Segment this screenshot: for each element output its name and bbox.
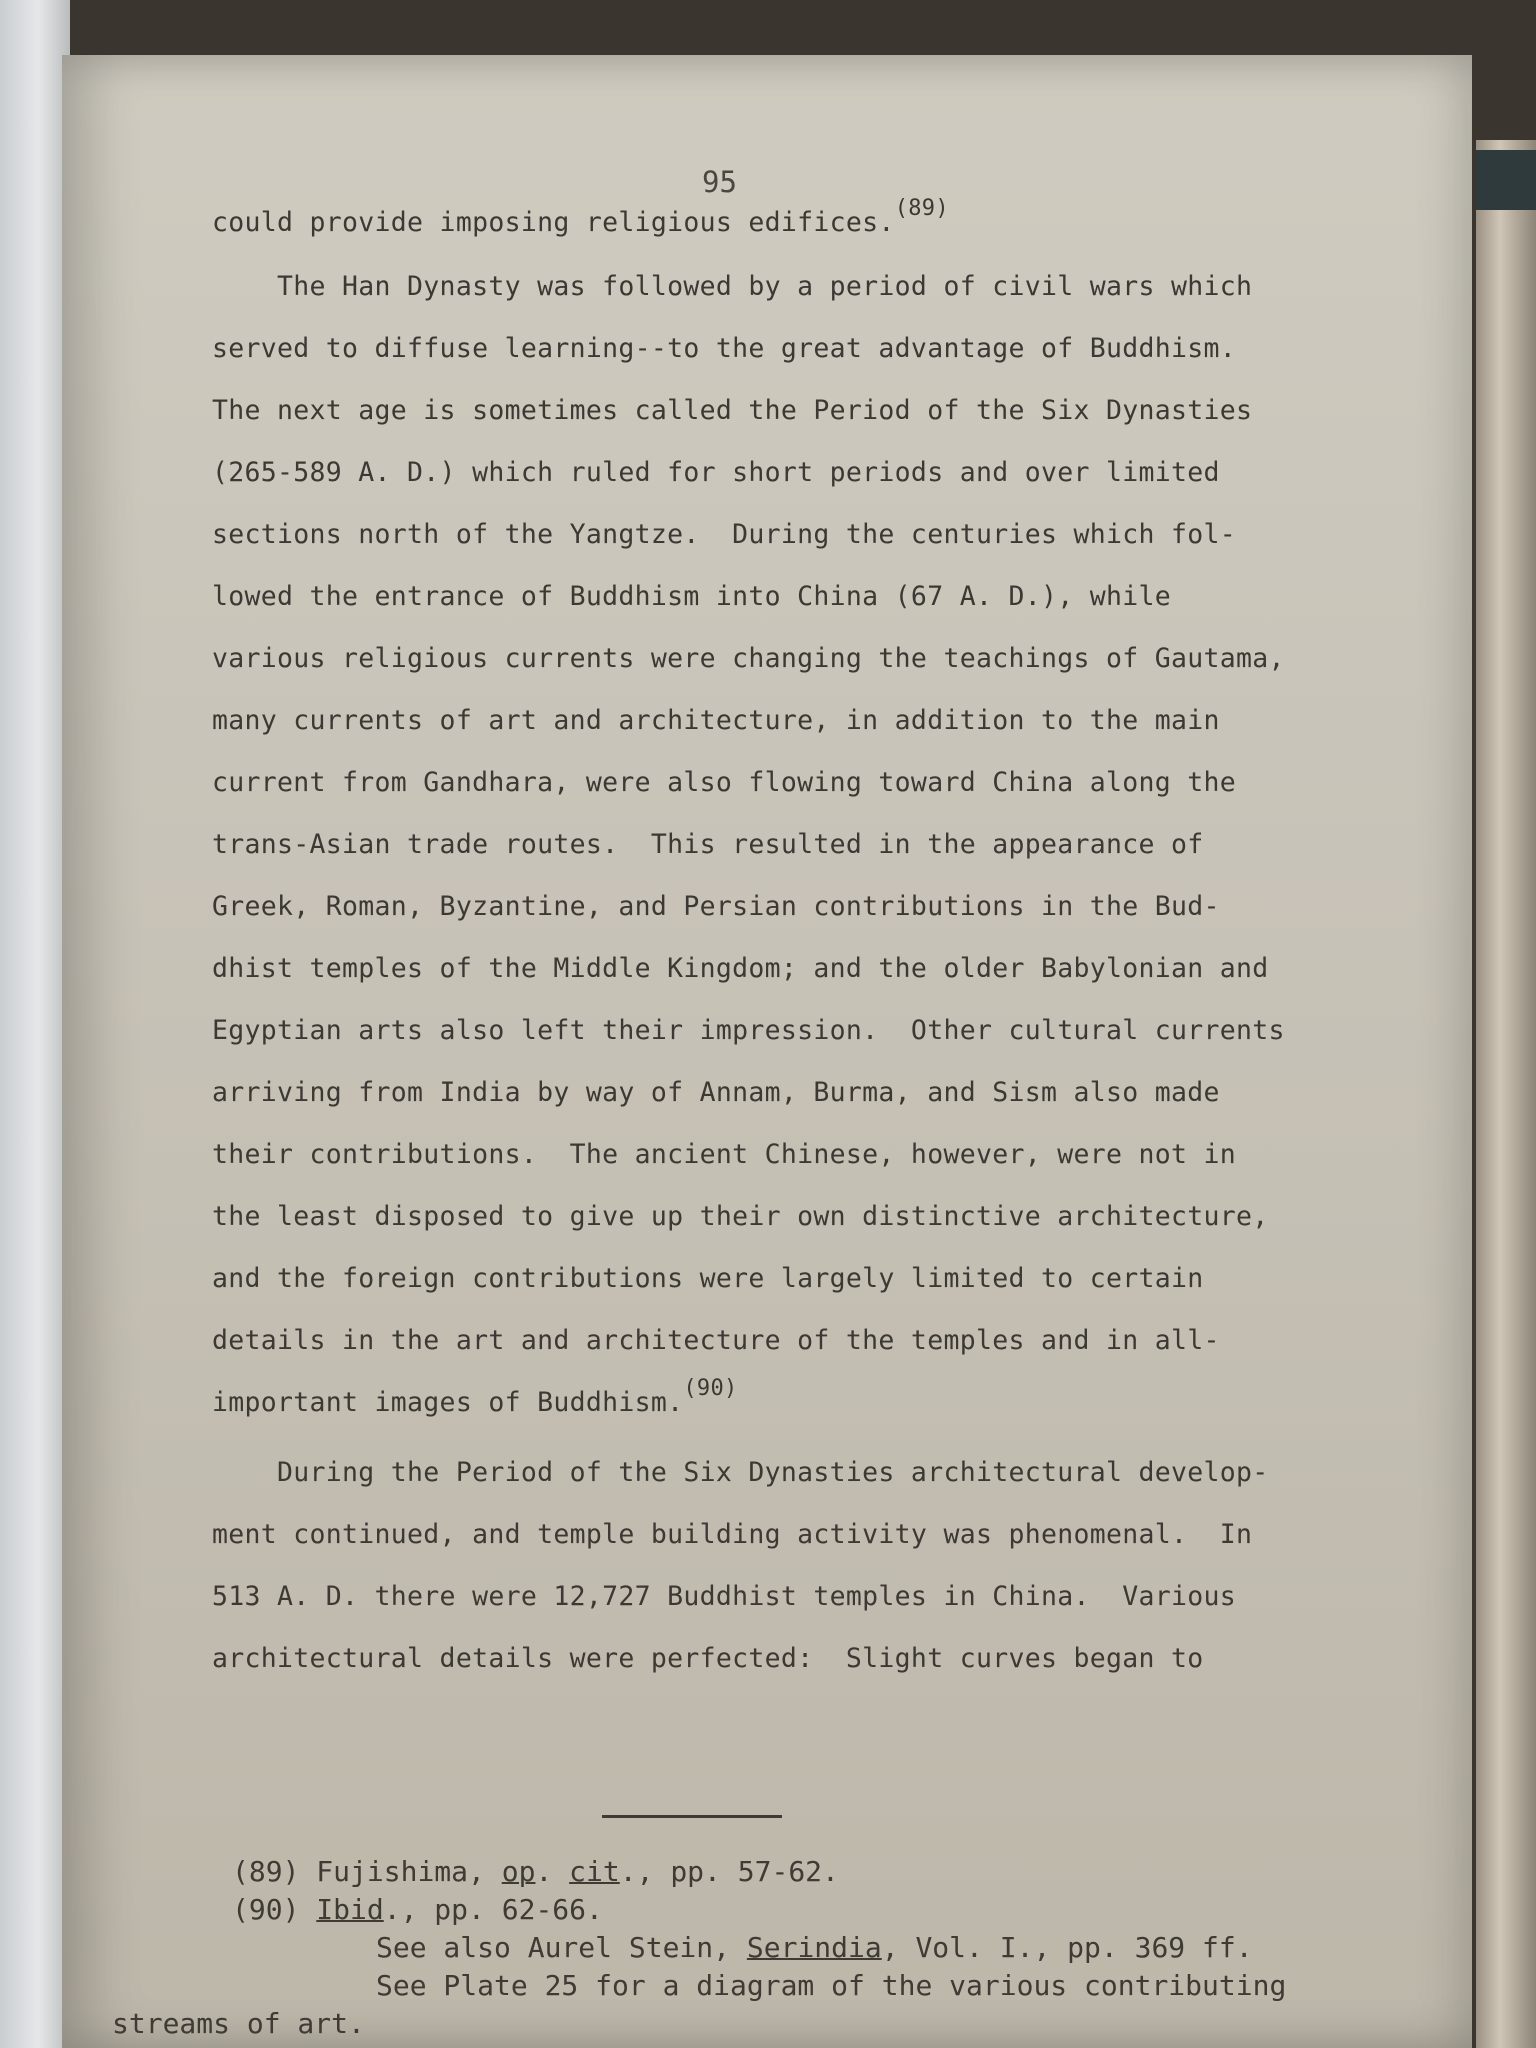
- footnote-89-op: op: [501, 1855, 536, 1888]
- text-line: dhist temples of the Middle Kingdom; and the older Babylonian and: [212, 953, 1269, 984]
- footnote-90-ibid: Ibid: [316, 1893, 384, 1926]
- text-line: their contributions. The ancient Chinese, however, were not in: [212, 1139, 1237, 1170]
- footnote-90: [232, 1893, 603, 1926]
- footnote-89-pages: ., pp. 57-62.: [619, 1855, 839, 1888]
- text-line: the least disposed to give up their own distinctive architecture,: [212, 1201, 1269, 1232]
- paragraph-2-last-text: important images of Buddhism.: [212, 1387, 684, 1418]
- footnote-ref-90: (90): [683, 1376, 738, 1401]
- text-line: Egyptian arts also left their impression. Other cultural currents: [212, 1015, 1285, 1046]
- footnote-89-number: (89): [232, 1855, 300, 1888]
- footnote-90-number: (90): [232, 1893, 300, 1926]
- footnote-90-see-also-post: , Vol. I., pp. 369 ff.: [881, 1931, 1253, 1964]
- footnote-90-plate-line: See Plate 25 for a diagram of the various contributing: [376, 1969, 1287, 2002]
- left-facing-page: [0, 0, 70, 2048]
- text-line: lowed the entrance of Buddhism into China (67 A. D.), while: [212, 581, 1172, 612]
- paragraph-1-text: could provide imposing religious edifices.: [212, 207, 895, 238]
- body-text: [212, 196, 1412, 1674]
- text-line: The next age is sometimes called the Period of the Six Dynasties: [212, 395, 1253, 426]
- footnote-89: [232, 1855, 839, 1888]
- text-line: (265-589 A. D.) which ruled for short periods and over limited: [212, 457, 1220, 488]
- text-line: current from Gandhara, were also flowing toward China along the: [212, 767, 1237, 798]
- text-line: trans-Asian trade routes. This resulted in the appearance of: [212, 829, 1204, 860]
- footnote-90-serindia: Serindia: [746, 1931, 882, 1964]
- text-line: sections north of the Yangtze. During the centuries which fol-: [212, 519, 1237, 550]
- footnote-90-pages: ., pp. 62-66.: [383, 1893, 603, 1926]
- text-line: architectural details were perfected: Slight curves began to: [212, 1643, 1204, 1674]
- paragraph-1-line: [212, 196, 949, 238]
- footnote-89-author: Fujishima,: [316, 1855, 502, 1888]
- footnote-90-streams-line: streams of art.: [112, 2007, 365, 2040]
- text-line: details in the art and architecture of the temples and in all-: [212, 1325, 1220, 1356]
- page-number: 95: [702, 165, 737, 199]
- footnote-90-see-also: [376, 1931, 1253, 1964]
- paragraph-2-last-line: [212, 1376, 738, 1418]
- text-line: 513 A. D. there were 12,727 Buddhist temples in China. Various: [212, 1581, 1237, 1612]
- footnote-90-see-also-pre: See also Aurel Stein,: [376, 1931, 747, 1964]
- book-cover-strip: [1476, 150, 1536, 210]
- text-line: served to diffuse learning--to the great advantage of Buddhism.: [212, 333, 1237, 364]
- footnote-ref-89: (89): [894, 196, 949, 221]
- text-line: During the Period of the Six Dynasties architectural develop-: [212, 1457, 1269, 1488]
- text-line: The Han Dynasty was followed by a period of civil wars which: [212, 271, 1253, 302]
- footnote-89-dot: .: [535, 1855, 570, 1888]
- text-line: ment continued, and temple building activity was phenomenal. In: [212, 1519, 1253, 1550]
- document-page: [62, 55, 1472, 2048]
- footnote-89-cit: cit: [569, 1855, 620, 1888]
- book-page-edges: [1476, 140, 1536, 2048]
- text-line: arriving from India by way of Annam, Burma, and Sism also made: [212, 1077, 1220, 1108]
- text-line: Greek, Roman, Byzantine, and Persian contributions in the Bud-: [212, 891, 1220, 922]
- footnote-separator: [602, 1815, 782, 1818]
- text-line: and the foreign contributions were largely limited to certain: [212, 1263, 1204, 1294]
- text-line: various religious currents were changing the teachings of Gautama,: [212, 643, 1285, 674]
- text-line: many currents of art and architecture, in addition to the main: [212, 705, 1220, 736]
